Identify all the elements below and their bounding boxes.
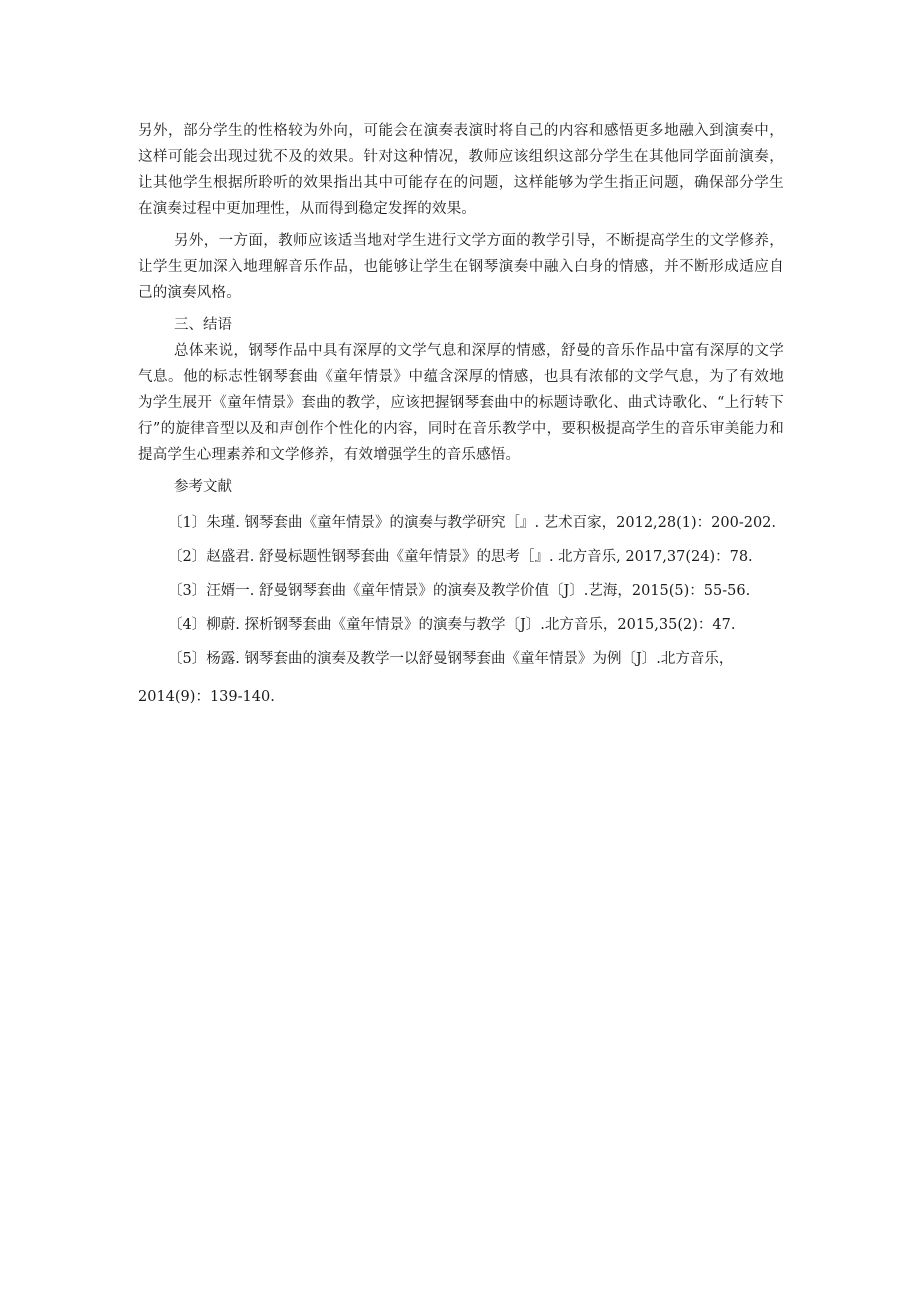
reference-item-5-text: 〔5〕杨露. 钢琴套曲的演奏及教学一以舒曼钢琴套曲《童年情景》为例〔J〕.北方音乐， — [168, 651, 734, 667]
reference-item-2: 〔2〕赵盛君. 舒曼标题性钢琴套曲《童年情景》的思考［』. 北方音乐, 2017,37(24)：78. — [168, 549, 753, 565]
reference-item-4: 〔4〕柳蔚. 探析钢琴套曲《童年情景》的演奏与教学〔J〕.北方音乐，2015,35(2)：47. — [168, 617, 736, 633]
reference-item-5 — [138, 646, 784, 710]
reference-item-1: 〔1〕朱瑾. 钢琴套曲《童年情景》的演奏与教学研究［』. 艺术百家，2012,28(1)：200-202. — [168, 515, 777, 531]
reference-item-5-continuation: 2014(9)：139-140. — [138, 689, 275, 705]
body-paragraph-1: 另外，部分学生的性格较为外向，可能会在演奏表演时将自己的内容和感悟更多地融入到演奏中，这样可能会出现过犹不及的效果。针对这种情况，教师应该组织这部分学生在其他同学面前演奏，让其他学生根据所聆听的效果指出其中可能存在的问题，这样能够为学生指正问题，确保部分学生在演奏过程中更加理性，从而得到稳定发挥的效果。 — [138, 123, 784, 217]
document-page — [138, 118, 784, 710]
section-heading-conclusion: 三、结语 — [174, 317, 232, 333]
body-paragraph-3: 总体来说，钢琴作品中具有深厚的文学气息和深厚的情感，舒曼的音乐作品中富有深厚的文学气息。他的标志性钢琴套曲《童年情景》中蕴含深厚的情感，也具有浓郁的文学气息，为了有效地为学生展开《童年情景》套曲的教学，应该把握钢琴套曲中的标题诗歌化、曲式诗歌化、“上行转下行”的旋律音型以及和声创作个性化的内容，同时在音乐教学中，要积极提高学生的音乐审美能力和提高学生心理素养和文学修养，有效增强学生的音乐感悟。 — [138, 343, 784, 463]
reference-item-3: 〔3〕汪婿一. 舒曼钢琴套曲《童年情景》的演奏及教学价值〔J〕.艺海，2015(5)：55-56. — [168, 583, 751, 599]
references-title: 参考文献 — [174, 479, 232, 495]
body-paragraph-2: 另外，一方面，教师应该适当地对学生进行文学方面的教学引导，不断提高学生的文学修养，让学生更加深入地理解音乐作品，也能够让学生在钢琴演奏中融入白身的情感，并不断形成适应自己的演奏风格。 — [138, 233, 784, 301]
